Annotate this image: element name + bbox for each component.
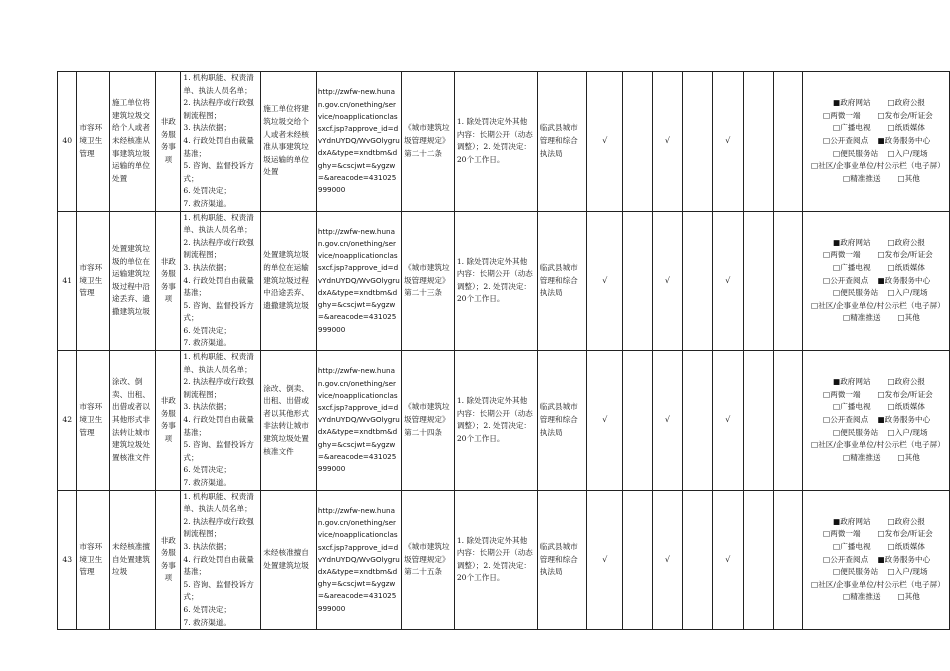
checkbox-icon [897, 592, 904, 601]
channel-label: 其他 [904, 173, 920, 183]
checkbox-icon [887, 288, 894, 297]
element-line: 7. 救济渠道。 [183, 338, 232, 348]
element-line: 4. 行政处罚自由裁量基准； [183, 135, 254, 158]
empty-cell [623, 211, 653, 351]
row-basis: 《城市建筑垃圾管理规定》第二十二条 [402, 72, 455, 212]
checkbox-icon [897, 313, 904, 322]
channel-label: 便民服务站 [840, 288, 879, 298]
check-mark-icon: √ [725, 554, 731, 564]
element-line: 4. 行政处罚自由裁量基准； [183, 275, 254, 298]
channel-label: 政务服务中心 [884, 554, 931, 564]
channel-label: 精准推送 [850, 452, 881, 462]
checkbox-icon [887, 428, 894, 437]
row-url[interactable]: http://zwfw-new.hunan.gov.cn/onething/service/noapplicationclassxcf.jsp?approve_id=dvYdnUYDQ/WvGOlygrudxA&type=xndtbm&dghy=&cscjwt=&ygzw=&areacode=431025999000 [316, 351, 401, 491]
element-line: 2. 执法程序或行政强制流程图； [183, 98, 254, 120]
check-cell [587, 72, 623, 212]
row-type: 非政务服务事项 [156, 211, 181, 351]
element-line: 5. 咨询、监督投诉方式； [183, 161, 254, 183]
element-line: 4. 行政处罚自由裁量基准； [183, 554, 254, 577]
element-line: 5. 咨询、监督投诉方式； [183, 579, 254, 602]
table-row [58, 211, 950, 351]
channel-checkboxes [803, 490, 950, 630]
channel-label: 公开查阅点 [830, 415, 869, 425]
empty-cell [743, 490, 773, 630]
channel-checkboxes [803, 211, 950, 351]
check-cell [712, 490, 743, 630]
checkbox-checked-icon [877, 415, 884, 424]
element-line: 6. 处罚决定； [183, 604, 232, 614]
check-mark-icon: √ [664, 135, 670, 145]
checkbox-icon [897, 453, 904, 462]
row-item: 施工单位将建筑垃圾交给个人或者未经核准从事建筑垃圾运输的单位处置 [110, 72, 156, 212]
element-line: 4. 行政处罚自由裁量基准； [183, 415, 254, 437]
channel-label: 便民服务站 [840, 427, 879, 437]
element-line: 2. 执法程序或行政强制流程图； [183, 516, 254, 539]
channel-label: 便民服务站 [840, 567, 879, 577]
channel-label: 其他 [904, 452, 920, 462]
checkbox-icon [877, 390, 884, 399]
checkbox-icon [887, 98, 894, 107]
checkbox-checked-icon [877, 136, 884, 145]
row-subject: 临武县城市管理和综合执法局 [537, 351, 586, 491]
channel-label: 政府网站 [840, 377, 871, 387]
element-line: 7. 救济渠道。 [183, 198, 232, 208]
checkbox-icon [887, 123, 894, 132]
checkbox-icon [887, 517, 894, 526]
element-line: 5. 咨询、监督投诉方式； [183, 300, 254, 323]
element-line: 1. 机构职能、权责清单、执法人员名单； [183, 73, 254, 95]
row-category: 市容环境卫生管理 [77, 211, 110, 351]
disclosure-table [57, 71, 950, 630]
element-line: 2. 执法程序或行政强制流程图； [183, 237, 254, 260]
channel-label: 发布会/听证会 [884, 110, 933, 120]
row-number: 41 [58, 211, 77, 351]
element-line: 3. 执法依据； [183, 123, 232, 133]
check-cell [587, 490, 623, 630]
channel-label: 精准推送 [850, 592, 881, 602]
empty-cell [773, 351, 802, 491]
channel-label: 发布会/听证会 [884, 250, 933, 260]
row-url[interactable]: http://zwfw-new.hunan.gov.cn/onething/service/noapplicationclassxcf.jsp?approve_id=dvYdnUYDQ/WvGOlygrudxA&type=xndtbm&dghy=&cscjwt=&ygzw=&areacode=431025999000 [316, 490, 401, 630]
row-item: 处置建筑垃圾的单位在运输建筑垃圾过程中沿途丢弃、遗撒建筑垃圾 [110, 211, 156, 351]
check-cell [712, 211, 743, 351]
channel-label: 广播电视 [840, 402, 871, 412]
channel-label: 政府公报 [894, 516, 926, 526]
row-time: 1. 除处罚决定外其他内容：长期公开（动态调整）；2. 处罚决定：20个工作日。 [454, 211, 537, 351]
row-url[interactable]: http://zwfw-new.hunan.gov.cn/onething/service/noapplicationclassxcf.jsp?approve_id=dvYdnUYDQ/WvGOlygrudxA&type=xndtbm&dghy=&cscjwt=&ygzw=&areacode=431025999000 [316, 211, 401, 351]
check-mark-icon: √ [664, 554, 670, 564]
element-line: 1. 机构职能、权责清单、执法人员名单； [183, 352, 254, 374]
checkbox-icon [887, 402, 894, 411]
channel-checkboxes [803, 72, 950, 212]
checkbox-icon [887, 263, 894, 272]
element-line: 6. 处罚决定； [183, 186, 232, 196]
channel-label: 社区/企事业单位/村公示栏（电子屏） [818, 579, 945, 589]
channel-label: 精准推送 [850, 313, 881, 323]
check-mark-icon: √ [664, 415, 670, 425]
check-cell [712, 72, 743, 212]
row-type: 非政务服务事项 [156, 72, 181, 212]
channel-label: 入户/现场 [894, 427, 928, 437]
empty-cell [623, 72, 653, 212]
check-cell [587, 351, 623, 491]
row-content: 施工单位将建筑垃圾交给个人或者未经核准从事建筑垃圾运输的单位处置 [261, 72, 317, 212]
checkbox-icon [887, 377, 894, 386]
checkbox-checked-icon [877, 555, 884, 564]
channel-label: 其他 [904, 592, 920, 602]
channel-label: 政务服务中心 [884, 275, 931, 285]
row-time: 1. 除处罚决定外其他内容：长期公开（动态调整）；2. 处罚决定：20个工作日。 [454, 490, 537, 630]
channel-checkboxes [803, 351, 950, 491]
empty-cell [682, 211, 712, 351]
row-number: 42 [58, 351, 77, 491]
channel-label: 社区/企事业单位/村公示栏（电子屏） [818, 300, 945, 310]
channel-label: 政府网站 [840, 98, 871, 108]
empty-cell [773, 490, 802, 630]
row-basis: 《城市建筑垃圾管理规定》第二十五条 [402, 490, 455, 630]
check-mark-icon: √ [725, 275, 731, 285]
row-content: 处置建筑垃圾的单位在运输建筑垃圾过程中沿途丢弃、遗撒建筑垃圾 [261, 211, 317, 351]
element-line: 5. 咨询、监督投诉方式； [183, 440, 254, 462]
empty-cell [743, 72, 773, 212]
channel-label: 社区/企事业单位/村公示栏（电子屏） [818, 440, 945, 450]
row-number: 43 [58, 490, 77, 630]
row-basis: 《城市建筑垃圾管理规定》第二十四条 [402, 351, 455, 491]
table-row [58, 490, 950, 630]
element-line: 1. 机构职能、权责清单、执法人员名单； [183, 212, 254, 235]
channel-label: 公开查阅点 [830, 135, 869, 145]
empty-cell [682, 490, 712, 630]
empty-cell [623, 351, 653, 491]
check-mark-icon: √ [725, 135, 731, 145]
channel-label: 政务服务中心 [884, 135, 931, 145]
check-mark-icon: √ [602, 415, 608, 425]
channel-label: 两微一端 [830, 110, 861, 120]
channel-label: 政府公报 [894, 237, 926, 247]
check-cell [653, 211, 682, 351]
element-line: 6. 处罚决定； [183, 465, 232, 475]
checkbox-icon [877, 250, 884, 259]
empty-cell [743, 211, 773, 351]
element-line: 7. 救济渠道。 [183, 617, 232, 627]
channel-label: 公开查阅点 [830, 554, 869, 564]
element-line: 3. 执法依据； [183, 541, 232, 551]
channel-label: 政府网站 [840, 516, 871, 526]
channel-label: 纸质媒体 [894, 262, 926, 272]
channel-label: 两微一端 [830, 389, 861, 399]
channel-label: 纸质媒体 [894, 123, 926, 133]
element-line: 7. 救济渠道。 [183, 478, 232, 487]
channel-label: 广播电视 [840, 262, 871, 272]
channel-label: 公开查阅点 [830, 275, 869, 285]
empty-cell [623, 490, 653, 630]
channel-label: 精准推送 [850, 173, 881, 183]
row-category: 市容环境卫生管理 [77, 351, 110, 491]
table-row [58, 351, 950, 491]
checkbox-icon [877, 111, 884, 120]
channel-label: 入户/现场 [894, 288, 928, 298]
row-basis: 《城市建筑垃圾管理规定》第二十三条 [402, 211, 455, 351]
channel-label: 便民服务站 [840, 148, 879, 158]
row-content: 未经核准擅自处置建筑垃圾 [261, 490, 317, 630]
channel-label: 政府公报 [894, 377, 926, 387]
channel-label: 政府公报 [894, 98, 926, 108]
channel-label: 入户/现场 [894, 567, 928, 577]
row-elements [181, 72, 261, 212]
checkbox-icon [887, 238, 894, 247]
checkbox-icon [887, 567, 894, 576]
checkbox-icon [887, 149, 894, 158]
empty-cell [773, 72, 802, 212]
row-time: 1. 除处罚决定外其他内容：长期公开（动态调整）；2. 处罚决定：20个工作日。 [454, 351, 537, 491]
checkbox-checked-icon [877, 276, 884, 285]
check-mark-icon: √ [602, 275, 608, 285]
check-cell [653, 351, 682, 491]
row-number: 40 [58, 72, 77, 212]
element-line: 2. 执法程序或行政强制流程图； [183, 377, 254, 399]
row-type: 非政务服务事项 [156, 490, 181, 630]
checkbox-icon [877, 529, 884, 538]
row-subject: 临武县城市管理和综合执法局 [537, 72, 586, 212]
row-subject: 临武县城市管理和综合执法局 [537, 490, 586, 630]
row-item: 未经核准擅自处置建筑垃圾 [110, 490, 156, 630]
row-content: 涂改、倒卖、出租、出借或者以其他形式非法转让城市建筑垃圾处置核准文件 [261, 351, 317, 491]
empty-cell [682, 72, 712, 212]
channel-label: 其他 [904, 313, 920, 323]
check-mark-icon: √ [664, 275, 670, 285]
check-cell [653, 490, 682, 630]
check-mark-icon: √ [602, 135, 608, 145]
row-time: 1. 除处罚决定外其他内容：长期公开（动态调整）；2. 处罚决定：20个工作日。 [454, 72, 537, 212]
channel-label: 纸质媒体 [894, 402, 926, 412]
table-row [58, 72, 950, 212]
channel-label: 广播电视 [840, 123, 871, 133]
element-line: 3. 执法依据； [183, 262, 232, 272]
check-cell [653, 72, 682, 212]
check-mark-icon: √ [725, 415, 731, 425]
row-type: 非政务服务事项 [156, 351, 181, 491]
row-category: 市容环境卫生管理 [77, 490, 110, 630]
checkbox-icon [887, 542, 894, 551]
channel-label: 入户/现场 [894, 148, 928, 158]
row-subject: 临武县城市管理和综合执法局 [537, 211, 586, 351]
empty-cell [743, 351, 773, 491]
channel-label: 社区/企事业单位/村公示栏（电子屏） [818, 161, 945, 171]
empty-cell [682, 351, 712, 491]
channel-label: 发布会/听证会 [884, 389, 933, 399]
channel-label: 两微一端 [830, 529, 861, 539]
channel-label: 纸质媒体 [894, 541, 926, 551]
check-cell [587, 211, 623, 351]
element-line: 6. 处罚决定； [183, 325, 232, 335]
check-mark-icon: √ [602, 554, 608, 564]
element-line: 3. 执法依据； [183, 402, 232, 412]
row-elements [181, 490, 261, 630]
channel-label: 发布会/听证会 [884, 529, 933, 539]
row-url[interactable]: http://zwfw-new.hunan.gov.cn/onething/service/noapplicationclassxcf.jsp?approve_id=dvYdnUYDQ/WvGOlygrudxA&type=xndtbm&dghy=&cscjwt=&ygzw=&areacode=431025999000 [316, 72, 401, 212]
check-cell [712, 351, 743, 491]
row-elements [181, 351, 261, 491]
channel-label: 政府网站 [840, 237, 871, 247]
row-elements [181, 211, 261, 351]
empty-cell [773, 211, 802, 351]
channel-label: 政务服务中心 [884, 415, 931, 425]
channel-label: 两微一端 [830, 250, 861, 260]
checkbox-icon [897, 174, 904, 183]
element-line: 1. 机构职能、权责清单、执法人员名单； [183, 491, 254, 514]
channel-label: 广播电视 [840, 541, 871, 551]
row-item: 涂改、倒卖、出租、出借或者以其他形式非法转让城市建筑垃圾处置核准文件 [110, 351, 156, 491]
row-category: 市容环境卫生管理 [77, 72, 110, 212]
